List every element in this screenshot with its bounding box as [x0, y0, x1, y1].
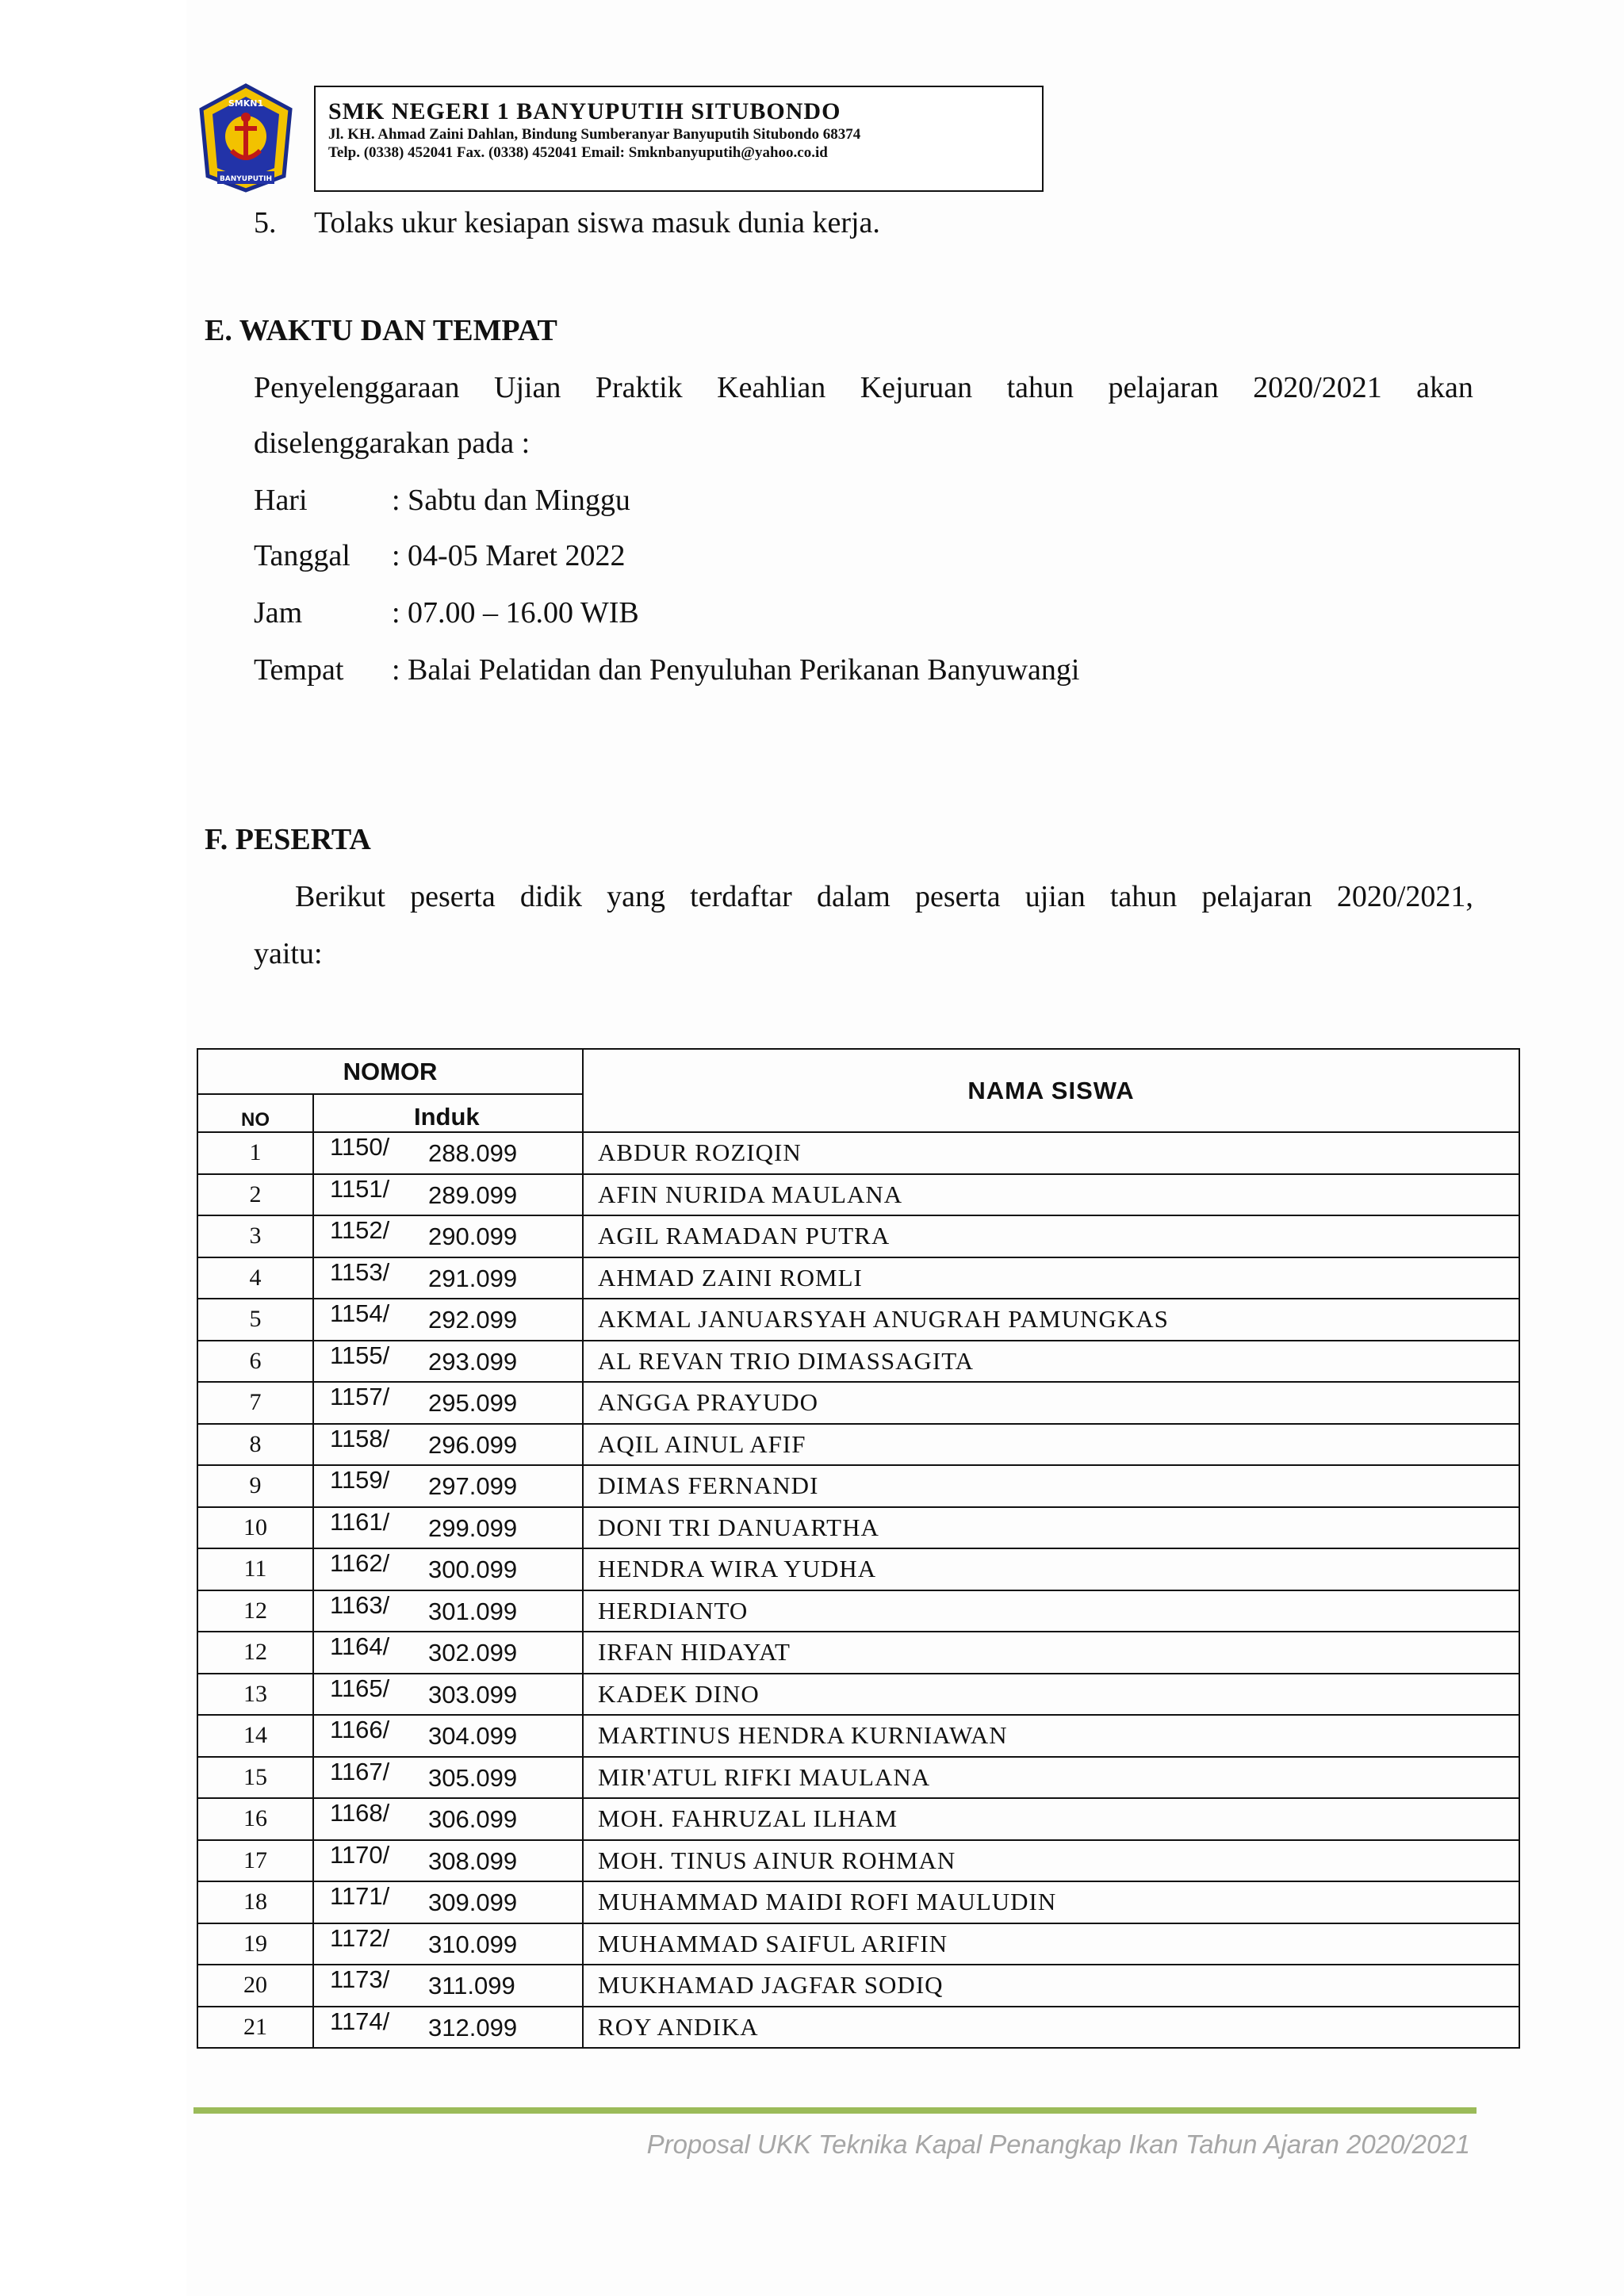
cell-no: 2	[197, 1174, 313, 1216]
table-row	[197, 1215, 1519, 1257]
table-row	[197, 1965, 1519, 2007]
cell-induk	[313, 1965, 583, 2007]
induk-part-a: 1162/	[330, 1549, 390, 1577]
cell-induk	[313, 1590, 583, 1632]
header-nama-siswa: NAMA SISWA	[583, 1049, 1519, 1132]
word: 2020/2021	[1253, 371, 1382, 404]
cell-no: 11	[197, 1548, 313, 1590]
word: didik	[519, 880, 582, 913]
induk-part-a: 1168/	[330, 1799, 390, 1827]
cell-nama: AQIL AINUL AFIF	[583, 1424, 1519, 1466]
section-e-para-line1	[254, 369, 1473, 406]
table-row	[197, 1382, 1519, 1424]
word: Praktik	[595, 371, 683, 404]
induk-part-b: 309.099	[428, 1888, 518, 1916]
detail-label-hari: Hari	[254, 484, 308, 517]
induk-part-b: 297.099	[428, 1472, 518, 1500]
word: yang	[607, 880, 666, 913]
table-row	[197, 1132, 1519, 1174]
induk-part-a: 1155/	[330, 1341, 390, 1369]
word: tahun	[1109, 880, 1178, 913]
cell-nama: KADEK DINO	[583, 1674, 1519, 1716]
detail-value-tanggal: : 04-05 Maret 2022	[392, 539, 626, 572]
detail-value-jam: : 07.00 – 16.00 WIB	[392, 596, 639, 629]
table-row	[197, 1881, 1519, 1923]
induk-part-a: 1166/	[330, 1716, 390, 1743]
section-f-heading: F. PESERTA	[205, 823, 371, 856]
induk-part-a: 1161/	[330, 1507, 390, 1536]
header-no: NO	[197, 1094, 313, 1132]
cell-induk	[313, 1715, 583, 1757]
induk-part-a: 1171/	[330, 1882, 390, 1910]
word: terdaftar	[690, 880, 792, 913]
detail-label-tempat: Tempat	[254, 653, 344, 687]
word: akan	[1416, 371, 1473, 404]
induk-part-a: 1151/	[330, 1174, 390, 1203]
induk-part-a: 1163/	[330, 1590, 390, 1619]
induk-part-a: 1164/	[330, 1632, 390, 1660]
section-f-para-line1	[295, 878, 1473, 915]
table-row	[197, 1715, 1519, 1757]
induk-part-a: 1158/	[330, 1424, 390, 1452]
induk-part-b: 292.099	[428, 1306, 518, 1334]
induk-part-a: 1154/	[330, 1299, 390, 1327]
induk-part-a: 1167/	[330, 1757, 390, 1785]
cell-no: 7	[197, 1382, 313, 1424]
detail-value-hari: : Sabtu dan Minggu	[392, 484, 630, 517]
cell-no: 10	[197, 1507, 313, 1549]
cell-induk	[313, 1174, 583, 1216]
cell-no: 21	[197, 2007, 313, 2049]
cell-induk	[313, 1507, 583, 1549]
cell-induk	[313, 1424, 583, 1466]
induk-part-b: 303.099	[428, 1680, 518, 1709]
section-f-para-line2: yaitu:	[254, 937, 323, 970]
cell-nama: MUKHAMAD JAGFAR SODIQ	[583, 1965, 1519, 2007]
cell-nama: ANGGA PRAYUDO	[583, 1382, 1519, 1424]
school-logo	[195, 82, 297, 193]
cell-induk	[313, 1881, 583, 1923]
cell-no: 1	[197, 1132, 313, 1174]
footer-divider	[193, 2107, 1477, 2114]
table-row	[197, 1465, 1519, 1507]
cell-induk	[313, 2007, 583, 2049]
induk-part-a: 1173/	[330, 1965, 390, 1993]
table-row	[197, 1257, 1519, 1299]
section-e-heading: E. WAKTU DAN TEMPAT	[205, 314, 557, 347]
detail-label-jam: Jam	[254, 596, 303, 629]
svg-text:BANYUPUTIH: BANYUPUTIH	[219, 175, 273, 183]
induk-part-a: 1157/	[330, 1383, 390, 1410]
cell-nama: AHMAD ZAINI ROMLI	[583, 1257, 1519, 1299]
cell-nama: MARTINUS HENDRA KURNIAWAN	[583, 1715, 1519, 1757]
cell-no: 6	[197, 1341, 313, 1383]
school-contact: Telp. (0338) 452041 Fax. (0338) 452041 Email: Smknbanyuputih@yahoo.co.id	[328, 144, 828, 161]
cell-no: 14	[197, 1715, 313, 1757]
word: 2020/2021,	[1336, 880, 1473, 913]
induk-part-b: 312.099	[428, 2013, 518, 2042]
cell-nama: IRFAN HIDAYAT	[583, 1632, 1519, 1674]
word: Berikut	[295, 880, 385, 913]
cell-induk	[313, 1215, 583, 1257]
cell-no: 9	[197, 1465, 313, 1507]
induk-part-b: 308.099	[428, 1846, 518, 1875]
word: ujian	[1025, 880, 1086, 913]
list-item-text: Tolaks ukur kesiapan siswa masuk dunia kerja.	[314, 206, 880, 239]
induk-part-a: 1170/	[330, 1840, 390, 1869]
table-row	[197, 1299, 1519, 1341]
induk-part-b: 289.099	[428, 1181, 518, 1209]
cell-no: 19	[197, 1923, 313, 1965]
table-header-row-1	[197, 1049, 1519, 1094]
induk-part-a: 1150/	[330, 1133, 390, 1161]
cell-nama: MUHAMMAD MAIDI ROFI MAULUDIN	[583, 1881, 1519, 1923]
table-row	[197, 1674, 1519, 1716]
table-row	[197, 1174, 1519, 1216]
cell-nama: HENDRA WIRA YUDHA	[583, 1548, 1519, 1590]
table-row	[197, 2007, 1519, 2049]
footer-text: Proposal UKK Teknika Kapal Penangkap Ikan Tahun Ajaran 2020/2021	[646, 2130, 1470, 2159]
cell-induk	[313, 1674, 583, 1716]
cell-nama: MOH. FAHRUZAL ILHAM	[583, 1798, 1519, 1840]
cell-no: 3	[197, 1215, 313, 1257]
table-row	[197, 1798, 1519, 1840]
cell-no: 12	[197, 1590, 313, 1632]
induk-part-b: 296.099	[428, 1430, 518, 1459]
header-nomor: NOMOR	[197, 1049, 583, 1094]
school-name: SMK NEGERI 1 BANYUPUTIH SITUBONDO	[328, 98, 841, 124]
letterhead-box	[314, 86, 1044, 192]
word: tahun	[1006, 371, 1074, 404]
table-row	[197, 1424, 1519, 1466]
header-induk: Induk	[313, 1094, 583, 1132]
word: dalam	[816, 880, 891, 913]
induk-part-a: 1174/	[330, 2007, 390, 2035]
list-number: 5.	[254, 206, 277, 239]
cell-no: 8	[197, 1424, 313, 1466]
induk-part-b: 299.099	[428, 1513, 518, 1542]
cell-induk	[313, 1132, 583, 1174]
table-row	[197, 1507, 1519, 1549]
induk-part-a: 1152/	[330, 1216, 390, 1244]
cell-induk	[313, 1798, 583, 1840]
induk-part-b: 295.099	[428, 1389, 518, 1417]
induk-part-b: 305.099	[428, 1763, 518, 1792]
word: Kejuruan	[860, 371, 973, 404]
cell-induk	[313, 1382, 583, 1424]
cell-nama: MOH. TINUS AINUR ROHMAN	[583, 1840, 1519, 1882]
induk-part-a: 1165/	[330, 1674, 390, 1702]
induk-part-b: 306.099	[428, 1805, 518, 1833]
cell-no: 17	[197, 1840, 313, 1882]
cell-induk	[313, 1632, 583, 1674]
induk-part-a: 1172/	[330, 1923, 390, 1952]
table-row	[197, 1590, 1519, 1632]
word: Penyelenggaraan	[254, 371, 460, 404]
induk-part-b: 291.099	[428, 1264, 518, 1292]
cell-no: 12	[197, 1632, 313, 1674]
table-row	[197, 1840, 1519, 1882]
cell-nama: ROY ANDIKA	[583, 2007, 1519, 2049]
induk-part-b: 290.099	[428, 1223, 518, 1250]
induk-part-b: 301.099	[428, 1597, 518, 1625]
cell-nama: AL REVAN TRIO DIMASSAGITA	[583, 1341, 1519, 1383]
word: pelajaran	[1108, 371, 1219, 404]
cell-induk	[313, 1257, 583, 1299]
induk-part-b: 293.099	[428, 1347, 518, 1376]
table-row	[197, 1548, 1519, 1590]
cell-nama: DIMAS FERNANDI	[583, 1465, 1519, 1507]
cell-induk	[313, 1341, 583, 1383]
detail-label-tanggal: Tanggal	[254, 539, 350, 572]
cell-no: 18	[197, 1881, 313, 1923]
cell-no: 5	[197, 1299, 313, 1341]
table-row	[197, 1757, 1519, 1799]
word: Ujian	[494, 371, 561, 404]
cell-nama: MUHAMMAD SAIFUL ARIFIN	[583, 1923, 1519, 1965]
cell-induk	[313, 1465, 583, 1507]
word: pelajaran	[1201, 880, 1312, 913]
cell-induk	[313, 1548, 583, 1590]
cell-induk	[313, 1299, 583, 1341]
cell-nama: HERDIANTO	[583, 1590, 1519, 1632]
table-row	[197, 1632, 1519, 1674]
cell-nama: AGIL RAMADAN PUTRA	[583, 1215, 1519, 1257]
word: Keahlian	[717, 371, 826, 404]
word: peserta	[914, 880, 1001, 913]
student-table	[197, 1048, 1520, 2049]
induk-part-b: 302.099	[428, 1639, 518, 1667]
cell-induk	[313, 1840, 583, 1882]
induk-part-a: 1153/	[330, 1257, 390, 1286]
school-address: Jl. KH. Ahmad Zaini Dahlan, Bindung Sumberanyar Banyuputih Situbondo 68374	[328, 126, 861, 143]
cell-no: 15	[197, 1757, 313, 1799]
cell-nama: AFIN NURIDA MAULANA	[583, 1174, 1519, 1216]
cell-nama: MIR'ATUL RIFKI MAULANA	[583, 1757, 1519, 1799]
cell-nama: ABDUR ROZIQIN	[583, 1132, 1519, 1174]
induk-part-a: 1159/	[330, 1466, 390, 1494]
detail-value-tempat: : Balai Pelatidan dan Penyuluhan Perikanan Banyuwangi	[392, 653, 1080, 687]
svg-text:SMKN1: SMKN1	[228, 98, 264, 109]
cell-induk	[313, 1923, 583, 1965]
section-e-para-line2: diselenggarakan pada :	[254, 427, 530, 460]
cell-induk	[313, 1757, 583, 1799]
induk-part-b: 288.099	[428, 1139, 518, 1167]
cell-nama: DONI TRI DANUARTHA	[583, 1507, 1519, 1549]
cell-no: 13	[197, 1674, 313, 1716]
word: peserta	[410, 880, 496, 913]
cell-nama: AKMAL JANUARSYAH ANUGRAH PAMUNGKAS	[583, 1299, 1519, 1341]
cell-no: 4	[197, 1257, 313, 1299]
cell-no: 16	[197, 1798, 313, 1840]
induk-part-b: 304.099	[428, 1722, 518, 1750]
cell-no: 20	[197, 1965, 313, 2007]
induk-part-b: 310.099	[428, 1930, 518, 1958]
induk-part-b: 300.099	[428, 1556, 518, 1583]
induk-part-b: 311.099	[428, 1972, 515, 1999]
table-row	[197, 1341, 1519, 1383]
table-row	[197, 1923, 1519, 1965]
